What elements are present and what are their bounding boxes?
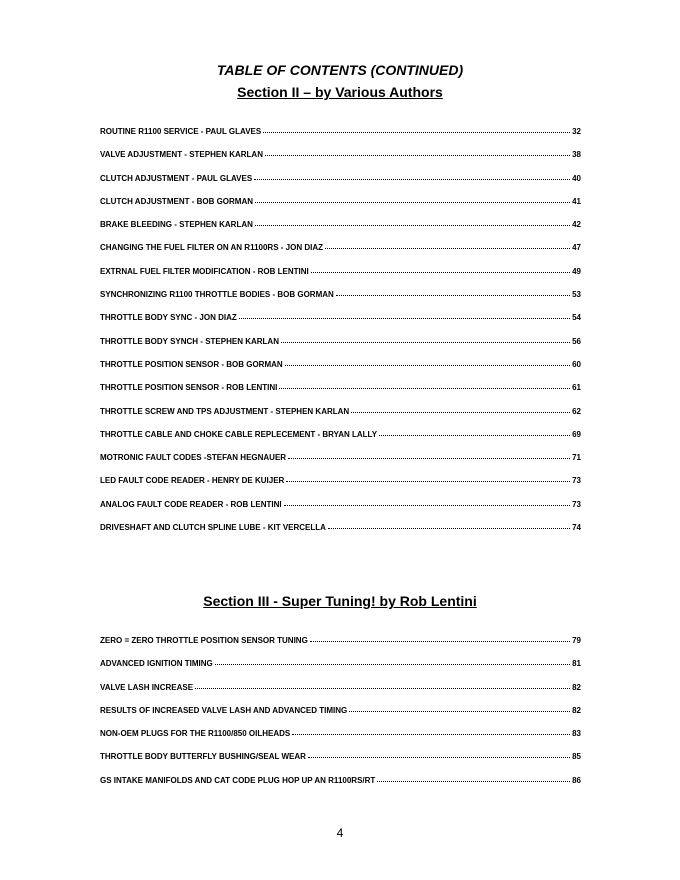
toc-entry-page: 38 xyxy=(572,150,581,160)
toc-dot-leader xyxy=(195,688,570,689)
toc-title: TABLE OF CONTENTS (CONTINUED) xyxy=(216,62,464,78)
toc-entry-title: ANALOG FAULT CODE READER - ROB LENTINI xyxy=(100,499,282,509)
toc-dot-leader xyxy=(215,664,570,665)
toc-dot-leader xyxy=(311,272,570,273)
toc-entry xyxy=(100,382,581,405)
toc-entry-page: 79 xyxy=(572,636,581,645)
toc-entry xyxy=(100,775,581,798)
toc-dot-leader xyxy=(349,711,570,712)
toc-entry-page: 74 xyxy=(572,523,581,533)
toc-entry-page: 71 xyxy=(572,453,581,463)
toc-entry xyxy=(100,312,581,335)
toc-entry xyxy=(100,289,581,312)
toc-entry-page: 82 xyxy=(572,682,581,692)
toc-entry-page: 47 xyxy=(572,243,581,253)
toc-dot-leader xyxy=(281,342,570,343)
toc-entry xyxy=(100,359,581,382)
toc-dot-leader xyxy=(308,757,570,758)
toc-entry-page: 86 xyxy=(572,775,581,785)
toc-entry xyxy=(100,751,581,774)
toc-entry-page: 73 xyxy=(572,476,581,486)
toc-dot-leader xyxy=(286,481,570,482)
toc-entry-title: MOTRONIC FAULT CODES -STEFAN HEGNAUER xyxy=(100,453,287,463)
toc-dot-leader xyxy=(254,179,570,180)
toc-entry xyxy=(100,219,581,242)
toc-entry xyxy=(100,429,581,452)
toc-entry-page: 82 xyxy=(572,705,581,715)
toc-entry-title: GS INTAKE MANIFOLDS AND CAT CODE PLUG HOP UP AN R1100RS/RT xyxy=(100,775,376,785)
toc-entry-title: DRIVESHAFT AND CLUTCH SPLINE LUBE - KIT VERCELLA xyxy=(100,523,326,533)
toc-dot-leader xyxy=(310,641,570,642)
toc-entry-page: 49 xyxy=(572,266,581,276)
toc-entry-title: CLUTCH ADJUSTMENT - PAUL GLAVES xyxy=(100,173,253,183)
toc-entry-title: ADVANCED IGNITION TIMING xyxy=(100,659,213,669)
toc-entry xyxy=(100,173,581,196)
toc-entry-title: THROTTLE POSITION SENSOR - BOB GORMAN xyxy=(100,359,283,369)
toc-entry-title: SYNCHRONIZING R1100 THROTTLE BODIES - BOB GORMAN xyxy=(100,290,334,300)
toc-dot-leader xyxy=(336,295,570,296)
toc-entry-title: VALVE LASH INCREASE xyxy=(100,682,194,692)
section-2-heading: Section II – by Various Authors xyxy=(237,84,443,100)
toc-dot-leader xyxy=(351,412,570,413)
toc-entry-page: 69 xyxy=(572,429,581,439)
toc-entry-page: 85 xyxy=(572,752,581,762)
toc-dot-leader xyxy=(377,781,570,782)
toc-entry xyxy=(100,336,581,359)
toc-entry-page: 61 xyxy=(572,383,581,393)
toc-entry xyxy=(100,728,581,751)
toc-entry-title: ZERO = ZERO THROTTLE POSITION SENSOR TUNING xyxy=(100,636,308,645)
toc-entry xyxy=(100,475,581,498)
section-3-heading: Section III - Super Tuning! by Rob Lentini xyxy=(203,593,477,609)
toc-entry-page: 60 xyxy=(572,359,581,369)
toc-entry-title: CHANGING THE FUEL FILTER ON AN R1100RS - JON DIAZ xyxy=(100,243,323,253)
toc-dot-leader xyxy=(285,365,570,366)
toc-entry xyxy=(100,658,581,681)
section-3-toc-list xyxy=(100,635,581,798)
toc-dot-leader xyxy=(284,505,570,506)
toc-dot-leader xyxy=(263,132,570,133)
toc-entry xyxy=(100,406,581,429)
toc-entry-title: VALVE ADJUSTMENT - STEPHEN KARLAN xyxy=(100,150,263,160)
section-2-toc-list xyxy=(100,126,581,545)
toc-entry-title: CLUTCH ADJUSTMENT - BOB GORMAN xyxy=(100,196,254,206)
toc-entry xyxy=(100,126,581,149)
toc-dot-leader xyxy=(265,155,570,156)
toc-dot-leader xyxy=(255,202,570,203)
toc-entry-title: THROTTLE BODY SYNC - JON DIAZ xyxy=(100,313,237,323)
toc-entry xyxy=(100,266,581,289)
toc-entry-page: 83 xyxy=(572,729,581,739)
toc-entry xyxy=(100,196,581,219)
toc-entry-title: EXTRNAL FUEL FILTER MODIFICATION - ROB LENTINI xyxy=(100,266,309,276)
toc-entry xyxy=(100,499,581,522)
toc-entry-title: BRAKE BLEEDING - STEPHEN KARLAN xyxy=(100,220,253,230)
toc-dot-leader xyxy=(328,528,570,529)
toc-entry-page: 54 xyxy=(572,313,581,323)
toc-entry-page: 32 xyxy=(572,127,581,136)
toc-dot-leader xyxy=(292,734,570,735)
toc-entry xyxy=(100,149,581,172)
toc-entry-page: 73 xyxy=(572,499,581,509)
toc-entry-title: THROTTLE CABLE AND CHOKE CABLE REPLECEMENT - BRYAN LALLY xyxy=(100,429,378,439)
toc-dot-leader xyxy=(288,458,570,459)
toc-dot-leader xyxy=(325,248,570,249)
page-number: 4 xyxy=(336,826,344,840)
toc-entry xyxy=(100,705,581,728)
toc-dot-leader xyxy=(255,225,570,226)
toc-entry xyxy=(100,522,581,545)
toc-entry-page: 53 xyxy=(572,290,581,300)
toc-entry-title: LED FAULT CODE READER - HENRY DE KUIJER xyxy=(100,476,285,486)
toc-entry-page: 56 xyxy=(572,336,581,346)
toc-entry-title: NON-OEM PLUGS FOR THE R1100/850 OILHEADS xyxy=(100,729,291,739)
toc-dot-leader xyxy=(379,435,570,436)
toc-entry-title: THROTTLE BODY SYNCH - STEPHEN KARLAN xyxy=(100,336,279,346)
toc-entry xyxy=(100,242,581,265)
toc-entry-title: THROTTLE POSITION SENSOR - ROB LENTINI xyxy=(100,383,278,393)
toc-entry-page: 40 xyxy=(572,173,581,183)
toc-entry xyxy=(100,682,581,705)
toc-dot-leader xyxy=(239,318,570,319)
toc-entry-page: 41 xyxy=(572,196,581,206)
toc-dot-leader xyxy=(279,388,570,389)
toc-entry-page: 81 xyxy=(572,659,581,669)
toc-entry xyxy=(100,452,581,475)
toc-entry-title: THROTTLE SCREW AND TPS ADJUSTMENT - STEPHEN KARLAN xyxy=(100,406,350,416)
toc-entry-title: ROUTINE R1100 SERVICE - PAUL GLAVES xyxy=(100,127,262,136)
toc-entry xyxy=(100,635,581,658)
toc-entry-page: 62 xyxy=(572,406,581,416)
toc-entry-title: THROTTLE BODY BUTTERFLY BUSHING/SEAL WEAR xyxy=(100,752,306,762)
toc-entry-page: 42 xyxy=(572,220,581,230)
toc-entry-title: RESULTS OF INCREASED VALVE LASH AND ADVANCED TIMING xyxy=(100,705,348,715)
